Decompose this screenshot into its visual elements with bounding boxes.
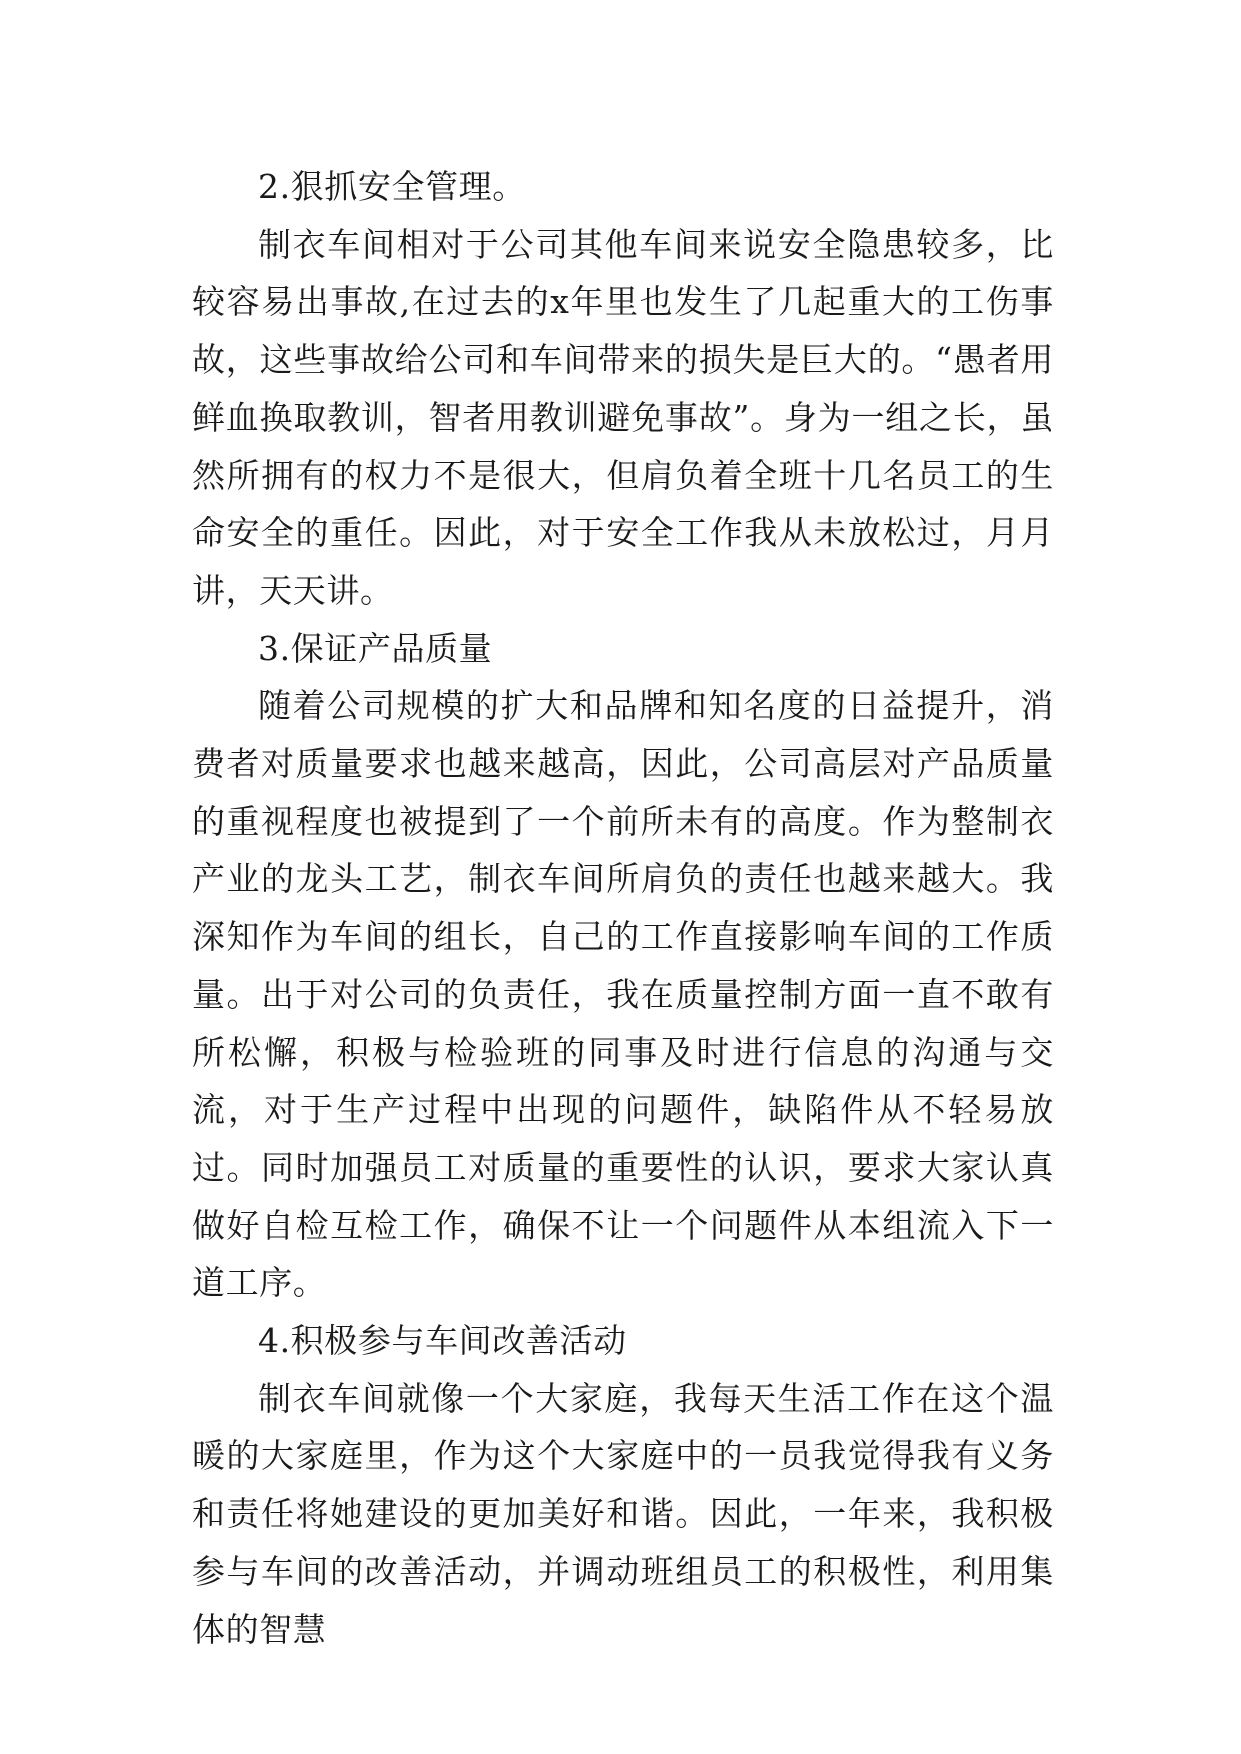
document-body bbox=[192, 158, 1054, 1658]
section-heading-safety: 2.狠抓安全管理。 bbox=[258, 167, 526, 206]
paragraph-quality: 随着公司规模的扩大和品牌和知名度的日益提升，消费者对质量要求也越来越高，因此，公司高层对产品质量的重视程度也被提到了一个前所未有的高度。作为整制衣产业的龙头工艺，制衣车间所肩负的责任也越来越大。我深知作为车间的组长，自己的工作直接影响车间的工作质量。出于对公司的负责任，我在质量控制方面一直不敢有所松懈，积极与检验班的同事及时进行信息的沟通与交流，对于生产过程中出现的问题件，缺陷件从不轻易放过。同时加强员工对质量的重要性的认识，要求大家认真做好自检互检工作，确保不让一个问题件从本组流入下一道工序。 bbox=[192, 686, 1054, 1303]
section-heading-improvement: 4.积极参与车间改善活动 bbox=[258, 1321, 627, 1361]
section-heading-quality: 3.保证产品质量 bbox=[258, 628, 493, 668]
paragraph-safety: 制衣车间相对于公司其他车间来说安全隐患较多，比较容易出事故,在过去的x年里也发生了几起重大的工伤事故，这些事故给公司和车间带来的损失是巨大的。“愚者用鲜血换取教训，智者用教训避免事故”。身为一组之长，虽然所拥有的权力不是很大，但肩负着全班十几名员工的生命安全的重任。因此，对于安全工作我从未放松过，月月讲，天天讲。 bbox=[192, 224, 1054, 610]
paragraph-improvement: 制衣车间就像一个大家庭，我每天生活工作在这个温暖的大家庭里，作为这个大家庭中的一员我觉得我有义务和责任将她建设的更加美好和谐。因此，一年来，我积极参与车间的改善活动，并调动班组员工的积极性，利用集体的智慧 bbox=[192, 1378, 1054, 1649]
